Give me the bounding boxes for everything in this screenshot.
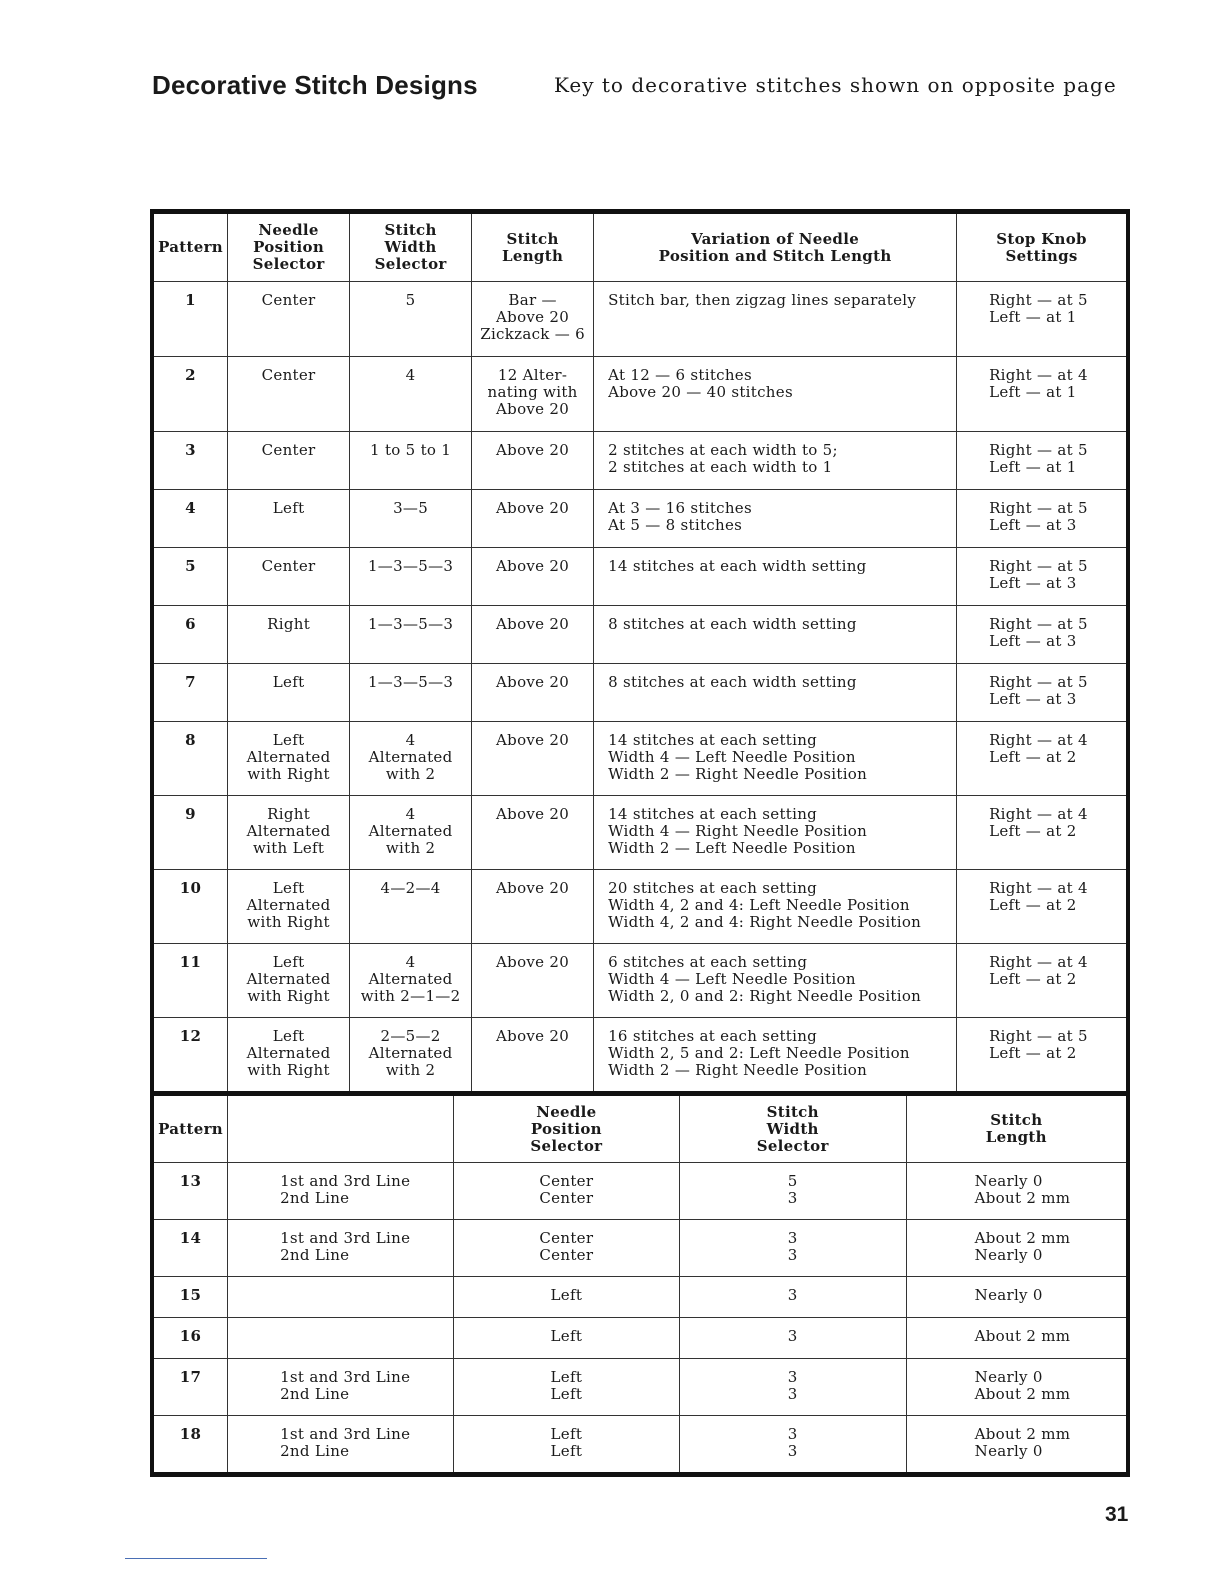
line-label: 1st and 3rd Line 2nd Line [228, 1416, 454, 1473]
stitch-length: Above 20 [472, 606, 594, 664]
pattern-number: 13 [154, 1163, 228, 1220]
table-header-row [154, 1096, 1126, 1163]
stitch-table-part-1 [154, 214, 1126, 1091]
variation: 16 stitches at each setting Width 2, 5 and 2: Left Needle Position Width 2 — Right Needle Position [594, 1018, 957, 1092]
table-row [154, 1018, 1126, 1092]
table-row [154, 870, 1126, 944]
stitch-width: 3 [679, 1277, 906, 1318]
stitch-width: 4 Alternated with 2—1—2 [350, 944, 472, 1018]
needle-position: Center [228, 357, 350, 432]
needle-position: Left [228, 490, 350, 548]
stitch-length: Bar — Above 20 Zickzack — 6 [472, 282, 594, 357]
stitch-width: 1 to 5 to 1 [350, 432, 472, 490]
stitch-length: 12 Alter- nating with Above 20 [472, 357, 594, 432]
table-row [154, 490, 1126, 548]
needle-position: Center Center [453, 1220, 679, 1277]
stitch-length: About 2 mm Nearly 0 [906, 1220, 1126, 1277]
stitch-width: 3 3 [679, 1220, 906, 1277]
needle-position: Left Alternated with Right [228, 870, 350, 944]
stitch-length: Above 20 [472, 490, 594, 548]
table-row [154, 357, 1126, 432]
header-pattern: Pattern [154, 214, 228, 282]
needle-position: Left Alternated with Right [228, 722, 350, 796]
stitch-length: Above 20 [472, 1018, 594, 1092]
variation: Stitch bar, then zigzag lines separately [594, 282, 957, 357]
stitch-length: Above 20 [472, 944, 594, 1018]
needle-position: Center [228, 548, 350, 606]
table-row [154, 796, 1126, 870]
pattern-number: 16 [154, 1318, 228, 1359]
stitch-length: Above 20 [472, 870, 594, 944]
table-row [154, 1318, 1126, 1359]
stitch-length: Above 20 [472, 722, 594, 796]
stitch-width: 4 [350, 357, 472, 432]
line-label [228, 1318, 454, 1359]
variation: 2 stitches at each width to 5; 2 stitches at each width to 1 [594, 432, 957, 490]
pattern-number: 8 [154, 722, 228, 796]
table-row [154, 664, 1126, 722]
table-row [154, 1163, 1126, 1220]
pattern-number: 11 [154, 944, 228, 1018]
line-label [228, 1277, 454, 1318]
stop-knob: Right — at 5 Left — at 2 [989, 1027, 1088, 1062]
line-label: 1st and 3rd Line 2nd Line [228, 1359, 454, 1416]
pattern-number: 9 [154, 796, 228, 870]
stop-knob: Right — at 4 Left — at 2 [957, 722, 1126, 796]
needle-position: Left Alternated with Right [228, 1018, 350, 1092]
needle-position: Left [228, 664, 350, 722]
header-needle-position: Needle Position Selector [228, 214, 350, 282]
variation: 20 stitches at each setting Width 4, 2 and 4: Left Needle Position Width 4, 2 and 4: Right Needle Position [594, 870, 957, 944]
stitch-width: 3 3 [679, 1416, 906, 1473]
stitch-length: Above 20 [472, 432, 594, 490]
variation: 8 stitches at each width setting [594, 664, 957, 722]
pattern-number: 10 [154, 870, 228, 944]
stitch-width: 1—3—5—3 [350, 548, 472, 606]
pattern-number: 15 [154, 1277, 228, 1318]
header-needle-position: Needle Position Selector [453, 1096, 679, 1163]
needle-position: Left [453, 1277, 679, 1318]
stitch-table [150, 209, 1130, 1477]
stitch-width: 4—2—4 [350, 870, 472, 944]
stitch-width: 3 3 [679, 1359, 906, 1416]
header-stop-knob: Stop Knob Settings [957, 214, 1126, 282]
stop-knob: Right — at 4 Left — at 2 [957, 796, 1126, 870]
needle-position: Center Center [453, 1163, 679, 1220]
stitch-width: 4 Alternated with 2 [350, 796, 472, 870]
page-subtitle: Key to decorative stitches shown on opposite page [554, 73, 1117, 97]
stitch-length: Nearly 0 About 2 mm [906, 1359, 1126, 1416]
pattern-number: 2 [154, 357, 228, 432]
pattern-number: 3 [154, 432, 228, 490]
variation: At 3 — 16 stitches At 5 — 8 stitches [594, 490, 957, 548]
stitch-width: 5 3 [679, 1163, 906, 1220]
stitch-width: 3 [679, 1318, 906, 1359]
stitch-length: Nearly 0 About 2 mm [906, 1163, 1126, 1220]
stitch-width: 4 Alternated with 2 [350, 722, 472, 796]
table-row [154, 606, 1126, 664]
table-row [154, 944, 1126, 1018]
table-row [154, 1416, 1126, 1473]
needle-position: Center [228, 282, 350, 357]
stitch-width: 1—3—5—3 [350, 664, 472, 722]
line-label: 1st and 3rd Line 2nd Line [228, 1220, 454, 1277]
stop-knob: Right — at 4 Left — at 1 [957, 357, 1126, 432]
variation: 14 stitches at each setting Width 4 — Left Needle Position Width 2 — Right Needle Position [594, 722, 957, 796]
table-row [154, 432, 1126, 490]
table-header-row [154, 214, 1126, 282]
header-stitch-length: Stitch Length [472, 214, 594, 282]
table-row [154, 1359, 1126, 1416]
stop-knob: Right — at 5 Left — at 1 [957, 432, 1126, 490]
pattern-number: 17 [154, 1359, 228, 1416]
pattern-number: 7 [154, 664, 228, 722]
needle-position: Right Alternated with Left [228, 796, 350, 870]
table-row [154, 548, 1126, 606]
stop-knob: Right — at 5 Left — at 3 [957, 490, 1126, 548]
stitch-width: 1—3—5—3 [350, 606, 472, 664]
pattern-number: 1 [154, 282, 228, 357]
table-row [154, 1277, 1126, 1318]
variation: 8 stitches at each width setting [594, 606, 957, 664]
page-number: 31 [1105, 1503, 1129, 1526]
needle-position: Right [228, 606, 350, 664]
table-row [154, 282, 1126, 357]
header-stitch-length: Stitch Length [906, 1096, 1126, 1163]
stitch-length: Above 20 [472, 796, 594, 870]
pattern-number: 6 [154, 606, 228, 664]
header-pattern: Pattern [154, 1096, 228, 1163]
table-row [154, 722, 1126, 796]
pattern-number: 14 [154, 1220, 228, 1277]
needle-position: Left Left [453, 1359, 679, 1416]
stitch-length: About 2 mm [906, 1318, 1126, 1359]
variation: 14 stitches at each width setting [594, 548, 957, 606]
stitch-length: About 2 mm Nearly 0 [974, 1425, 1071, 1460]
page-title: Decorative Stitch Designs [152, 70, 478, 100]
header-lines [228, 1096, 454, 1163]
pattern-number: 4 [154, 490, 228, 548]
pattern-number: 5 [154, 548, 228, 606]
stitch-table-part-2 [154, 1096, 1126, 1472]
header-stitch-width: Stitch Width Selector [350, 214, 472, 282]
stitch-length: Above 20 [472, 548, 594, 606]
needle-position: Left Left [453, 1416, 679, 1473]
pattern-number: 18 [154, 1416, 228, 1473]
stitch-length: Above 20 [472, 664, 594, 722]
stop-knob: Right — at 5 Left — at 1 [957, 282, 1126, 357]
header-stitch-width: Stitch Width Selector [679, 1096, 906, 1163]
variation: 14 stitches at each setting Width 4 — Right Needle Position Width 2 — Left Needle Position [594, 796, 957, 870]
stop-knob: Right — at 5 Left — at 3 [957, 664, 1126, 722]
variation: 6 stitches at each setting Width 4 — Left Needle Position Width 2, 0 and 2: Right Needle Position [594, 944, 957, 1018]
stitch-width: 5 [350, 282, 472, 357]
stitch-length: Nearly 0 [906, 1277, 1126, 1318]
needle-position: Left [453, 1318, 679, 1359]
pattern-number: 12 [154, 1018, 228, 1092]
needle-position: Center [228, 432, 350, 490]
stitch-width: 3—5 [350, 490, 472, 548]
needle-position: Left Alternated with Right [228, 944, 350, 1018]
header-variation: Variation of Needle Position and Stitch Length [594, 214, 957, 282]
line-label: 1st and 3rd Line 2nd Line [228, 1163, 454, 1220]
stop-knob: Right — at 4 Left — at 2 [957, 870, 1126, 944]
stop-knob: Right — at 4 Left — at 2 [957, 944, 1126, 1018]
stop-knob: Right — at 5 Left — at 3 [957, 548, 1126, 606]
stop-knob: Right — at 5 Left — at 3 [957, 606, 1126, 664]
variation: At 12 — 6 stitches Above 20 — 40 stitches [594, 357, 957, 432]
stitch-width: 2—5—2 Alternated with 2 [350, 1018, 472, 1092]
table-row [154, 1220, 1126, 1277]
footnote-rule [125, 1558, 267, 1559]
